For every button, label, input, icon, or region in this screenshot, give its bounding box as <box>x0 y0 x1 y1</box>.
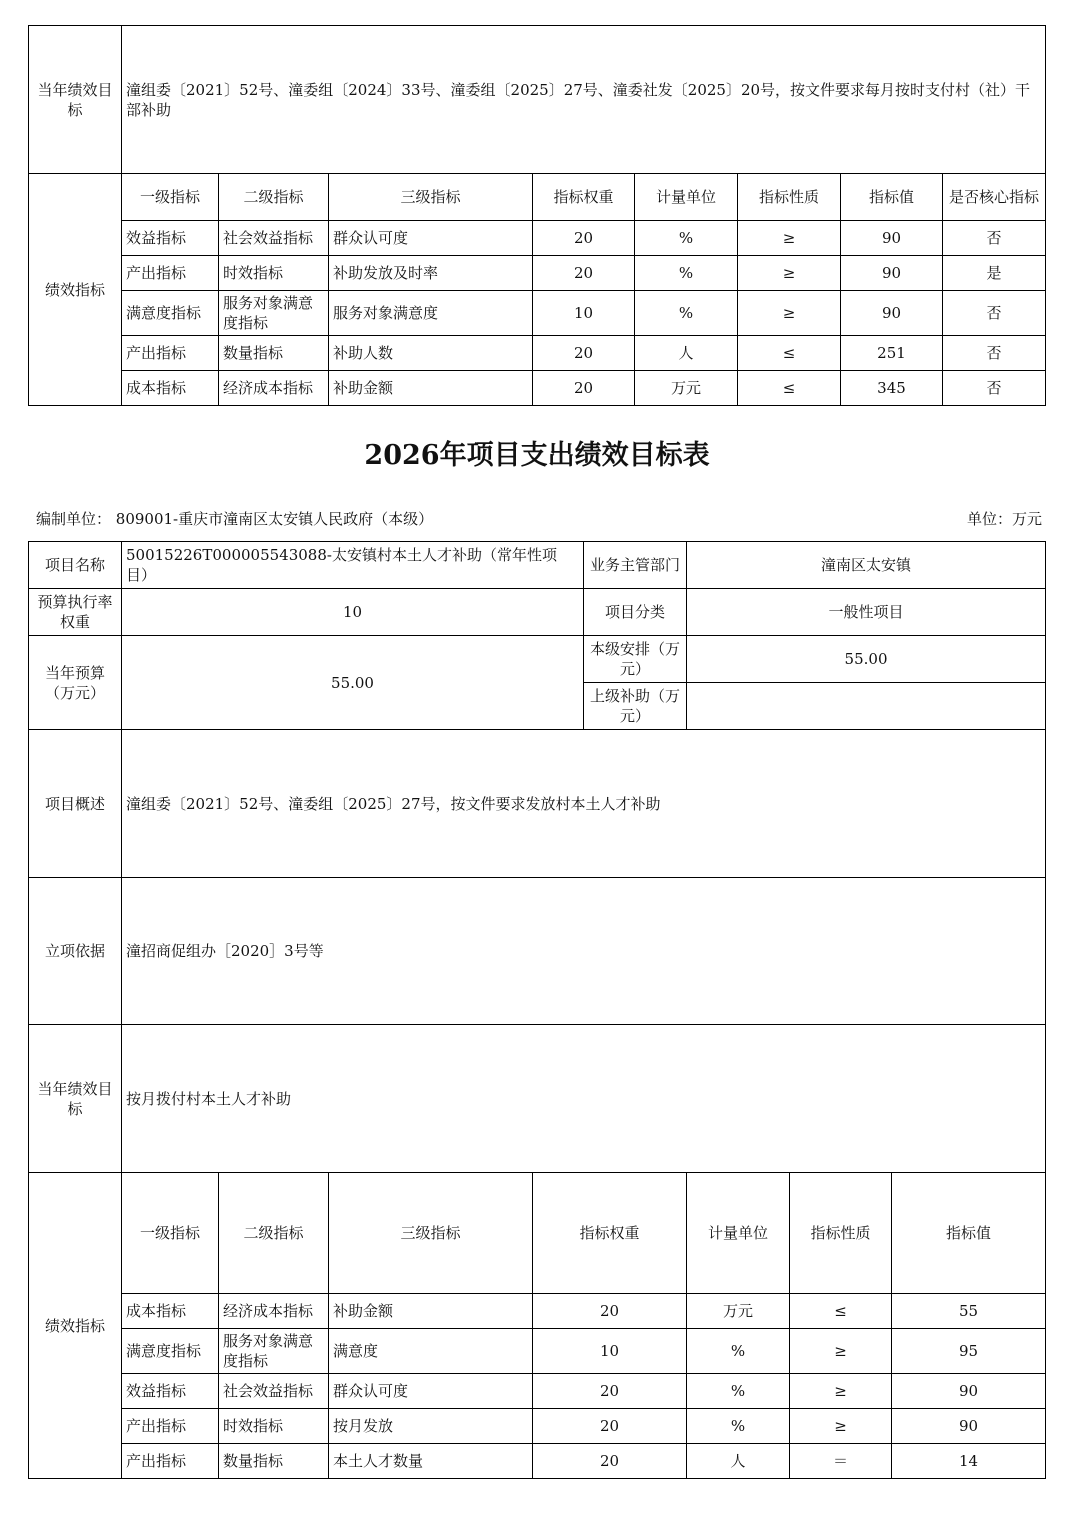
header-cell: 指标性质 <box>790 1173 892 1294</box>
cell: 效益指标 <box>122 1374 219 1409</box>
header-cell: 指标权重 <box>533 174 635 221</box>
cell: 14 <box>892 1444 1046 1479</box>
cell: % <box>635 291 738 336</box>
cell: 补助金额 <box>329 1294 533 1329</box>
table-row <box>29 1444 1046 1479</box>
cell: 90 <box>841 256 943 291</box>
cell: 345 <box>841 371 943 406</box>
cell: 是 <box>943 256 1046 291</box>
header-cell: 计量单位 <box>635 174 738 221</box>
header-cell: 计量单位 <box>687 1173 790 1294</box>
cell: 90 <box>892 1409 1046 1444</box>
upper-label: 上级补助（万元） <box>584 683 687 730</box>
cell: 90 <box>892 1374 1046 1409</box>
cell: 55 <box>892 1294 1046 1329</box>
cell: 成本指标 <box>122 1294 219 1329</box>
cell: 效益指标 <box>122 221 219 256</box>
cell: 群众认可度 <box>329 221 533 256</box>
project-name: 50015226T000005543088-太安镇村本土人才补助（常年性项目） <box>122 542 584 589</box>
dept-value: 潼南区太安镇 <box>687 542 1046 589</box>
table-row <box>29 1294 1046 1329</box>
header-cell: 二级指标 <box>219 174 329 221</box>
exec-label: 预算执行率权重 <box>29 589 122 636</box>
category-value: 一般性项目 <box>687 589 1046 636</box>
category-label: 项目分类 <box>584 589 687 636</box>
table-row <box>29 256 1046 291</box>
cell: ≥ <box>738 291 841 336</box>
cell: 人 <box>687 1444 790 1479</box>
cell: 90 <box>841 221 943 256</box>
table-row <box>29 371 1046 406</box>
cell: 产出指标 <box>122 256 219 291</box>
cell: % <box>687 1329 790 1374</box>
cell: 90 <box>841 291 943 336</box>
page-title: 2026年项目支出绩效目标表 <box>364 440 710 471</box>
header-cell: 指标值 <box>841 174 943 221</box>
header-cell: 指标性质 <box>738 174 841 221</box>
goal-text: 潼组委〔2021〕52号、潼委组〔2024〕33号、潼委组〔2025〕27号、潼委社发〔2025〕20号，按文件要求每月按时支付村（社）干部补助 <box>122 26 1046 174</box>
cell: 数量指标 <box>219 336 329 371</box>
header-cell: 一级指标 <box>122 174 219 221</box>
header-cell: 指标值 <box>892 1173 1046 1294</box>
cell: % <box>687 1374 790 1409</box>
table-row <box>29 1409 1046 1444</box>
project-table <box>28 541 1046 1479</box>
cell: 成本指标 <box>122 371 219 406</box>
cell: 服务对象满意度指标 <box>219 1329 329 1374</box>
cell: 群众认可度 <box>329 1374 533 1409</box>
overview-text: 潼组委〔2021〕52号、潼委组〔2025〕27号，按文件要求发放村本土人才补助 <box>122 730 1046 878</box>
cell: 本土人才数量 <box>329 1444 533 1479</box>
goal-text: 按月拨付村本土人才补助 <box>122 1025 1046 1173</box>
cell: ≥ <box>738 256 841 291</box>
cell: 20 <box>533 1294 687 1329</box>
cell: 补助人数 <box>329 336 533 371</box>
cell: 满意度 <box>329 1329 533 1374</box>
cell: 10 <box>533 291 635 336</box>
cell: ≤ <box>790 1294 892 1329</box>
cell: 251 <box>841 336 943 371</box>
cell: 按月发放 <box>329 1409 533 1444</box>
cell: 20 <box>533 1444 687 1479</box>
header-cell: 三级指标 <box>329 174 533 221</box>
cell: 否 <box>943 371 1046 406</box>
cell: 补助金额 <box>329 371 533 406</box>
cell: 20 <box>533 256 635 291</box>
cell: 20 <box>533 1374 687 1409</box>
exec-value: 10 <box>122 589 584 636</box>
cell: % <box>635 256 738 291</box>
org-name: 809001-重庆市潼南区太安镇人民政府（本级） <box>115 510 434 528</box>
dept-label: 业务主管部门 <box>584 542 687 589</box>
cell: 否 <box>943 221 1046 256</box>
cell: % <box>635 221 738 256</box>
cell: 产出指标 <box>122 1444 219 1479</box>
cell: ≥ <box>790 1329 892 1374</box>
cell: 10 <box>533 1329 687 1374</box>
indicator-header-row <box>29 174 1046 221</box>
cell: ＝ <box>790 1444 892 1479</box>
cell: 满意度指标 <box>122 1329 219 1374</box>
indicators-label: 绩效指标 <box>29 1173 122 1479</box>
cell: 20 <box>533 1409 687 1444</box>
header-cell: 三级指标 <box>329 1173 533 1294</box>
org-line <box>36 508 433 529</box>
table-row <box>29 221 1046 256</box>
cell: 产出指标 <box>122 1409 219 1444</box>
table-row <box>29 336 1046 371</box>
indicators-label: 绩效指标 <box>29 174 122 406</box>
cell: 数量指标 <box>219 1444 329 1479</box>
cell: 时效指标 <box>219 1409 329 1444</box>
cell: 万元 <box>635 371 738 406</box>
local-value: 55.00 <box>687 636 1046 683</box>
budget-label: 当年预算（万元） <box>29 636 122 730</box>
cell: ≤ <box>738 336 841 371</box>
cell: ≤ <box>738 371 841 406</box>
cell: 20 <box>533 336 635 371</box>
cell: ≥ <box>790 1409 892 1444</box>
cell: 否 <box>943 336 1046 371</box>
cell: % <box>687 1409 790 1444</box>
prev-project-table <box>28 25 1046 406</box>
goal-label: 当年绩效目标 <box>29 26 122 174</box>
table-row <box>29 1329 1046 1374</box>
local-label: 本级安排（万元） <box>584 636 687 683</box>
cell: 服务对象满意度 <box>329 291 533 336</box>
cell: ≥ <box>738 221 841 256</box>
header-cell: 一级指标 <box>122 1173 219 1294</box>
cell: 20 <box>533 221 635 256</box>
overview-label: 项目概述 <box>29 730 122 878</box>
cell: ≥ <box>790 1374 892 1409</box>
unit-label: 单位：万元 <box>966 510 1042 528</box>
cell: 产出指标 <box>122 336 219 371</box>
cell: 满意度指标 <box>122 291 219 336</box>
basis-text: 潼招商促组办［2020］3号等 <box>122 878 1046 1025</box>
indicator-header-row <box>29 1173 1046 1294</box>
goal-label: 当年绩效目标 <box>29 1025 122 1173</box>
basis-label: 立项依据 <box>29 878 122 1025</box>
cell: 社会效益指标 <box>219 221 329 256</box>
cell: 否 <box>943 291 1046 336</box>
header-cell: 指标权重 <box>533 1173 687 1294</box>
cell: 95 <box>892 1329 1046 1374</box>
cell: 补助发放及时率 <box>329 256 533 291</box>
cell: 人 <box>635 336 738 371</box>
cell: 服务对象满意度指标 <box>219 291 329 336</box>
cell: 社会效益指标 <box>219 1374 329 1409</box>
table-row <box>29 1374 1046 1409</box>
table-row <box>29 291 1046 336</box>
upper-value <box>687 683 1046 730</box>
cell: 20 <box>533 371 635 406</box>
cell: 经济成本指标 <box>219 371 329 406</box>
header-cell: 二级指标 <box>219 1173 329 1294</box>
cell: 万元 <box>687 1294 790 1329</box>
header-cell: 是否核心指标 <box>943 174 1046 221</box>
org-label: 编制单位： <box>36 510 112 528</box>
name-label: 项目名称 <box>29 542 122 589</box>
cell: 经济成本指标 <box>219 1294 329 1329</box>
budget-value: 55.00 <box>122 636 584 730</box>
cell: 时效指标 <box>219 256 329 291</box>
